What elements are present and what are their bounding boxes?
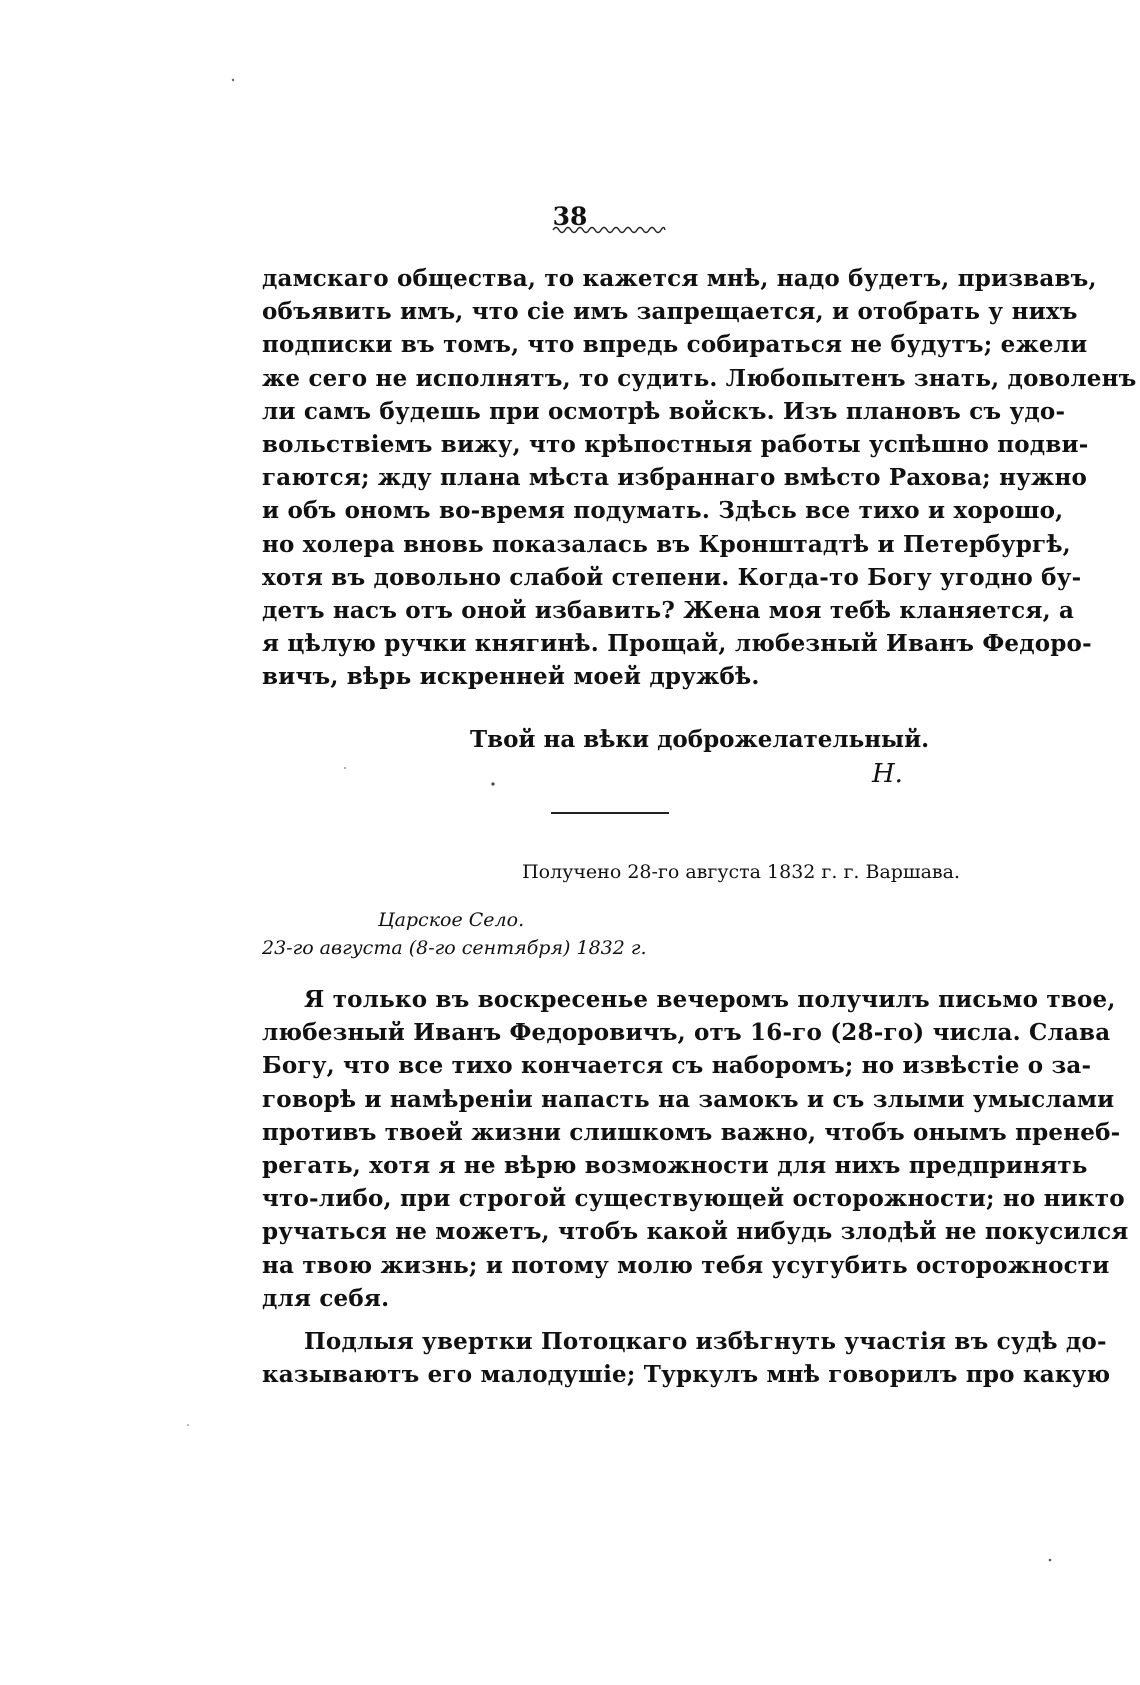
text-line: на твою жизнь; и потому молю тебя усугубить осторожности: [262, 1251, 1110, 1279]
text-line: ручаться не можетъ, чтобъ какой нибудь злодѣй не покусился: [262, 1218, 1129, 1246]
text-line: Подлыя увертки Потоцкаго избѣгнуть участія въ судѣ до-: [304, 1328, 1107, 1355]
letter2-date: 23-го августа (8-го сентября) 1832 г.: [262, 937, 647, 959]
letter1-closing: Твой на вѣки доброжелательный.: [470, 726, 930, 753]
text-line: для себя.: [262, 1284, 390, 1312]
text-line: объявить имъ, что сіе имъ запрещается, и отобрать у нихъ: [262, 298, 1078, 326]
section-divider: [551, 812, 669, 814]
text-line: подписки въ томъ, что впредь собираться не будутъ; ежели: [262, 331, 1088, 359]
text-line: хотя въ довольно слабой степени. Когда-то Богу угодно бу-: [262, 563, 1082, 591]
text-line: говорѣ и намѣреніи напасть на замокъ и съ злыми умыслами: [262, 1085, 1115, 1113]
received-note: Получено 28-го августа 1832 г. г. Варшава.: [522, 861, 960, 883]
letter1-body: [262, 262, 1137, 693]
text-line: Я только въ воскресенье вечеромъ получилъ письмо твое,: [304, 986, 1116, 1013]
text-line: противъ твоей жизни слишкомъ важно, чтобъ онымъ пренеб-: [262, 1118, 1121, 1146]
text-line: любезный Иванъ Федоровичъ, отъ 16-го (28-го) числа. Слава: [262, 1019, 1111, 1047]
page-number: 38: [552, 202, 588, 231]
text-line: и объ ономъ во-время подумать. Здѣсь все тихо и хорошо,: [262, 497, 1064, 525]
text-line: казываютъ его малодушіе; Туркулъ мнѣ говорилъ про какую: [262, 1361, 1111, 1389]
text-line: я цѣлую ручки княгинѣ. Прощай, любезный Иванъ Федоро-: [262, 630, 1092, 658]
text-line: что-либо, при строгой существующей осторожности; но никто: [262, 1185, 1125, 1213]
letter2-place: Царское Село.: [378, 909, 525, 931]
letter2-paragraph-2: [262, 1325, 1111, 1391]
text-line: регать, хотя я не вѣрю возможности для нихъ предпринять: [262, 1151, 1088, 1179]
letter2-paragraph-1: [262, 983, 1129, 1315]
text-line: детъ насъ отъ оной избавить? Жена моя тебѣ кланяется, а: [262, 596, 1075, 624]
text-line: ли самъ будешь при осмотрѣ войскъ. Изъ плановъ съ удо-: [262, 397, 1066, 425]
text-line: вольствіемъ вижу, что крѣпостныя работы успѣшно подви-: [262, 430, 1089, 458]
text-line: вичъ, вѣрь искренней моей дружбѣ.: [262, 663, 760, 691]
letter1-signature: Н.: [872, 759, 903, 789]
text-line: же сего не исполнятъ, то судить. Любопытенъ знать, доволенъ: [262, 364, 1137, 392]
text-line: гаются; жду плана мѣста избраннаго вмѣсто Рахова; нужно: [262, 464, 1088, 492]
wavy-ornament: [551, 224, 667, 236]
text-line: Богу, что все тихо кончается съ наборомъ; но извѣстіе о за-: [262, 1052, 1092, 1080]
text-line: но холера вновь показалась въ Кронштадтѣ и Петербургѣ,: [262, 530, 1071, 558]
text-line: дамскаго общества, то кажется мнѣ, надо будетъ, призвавъ,: [262, 265, 1097, 292]
